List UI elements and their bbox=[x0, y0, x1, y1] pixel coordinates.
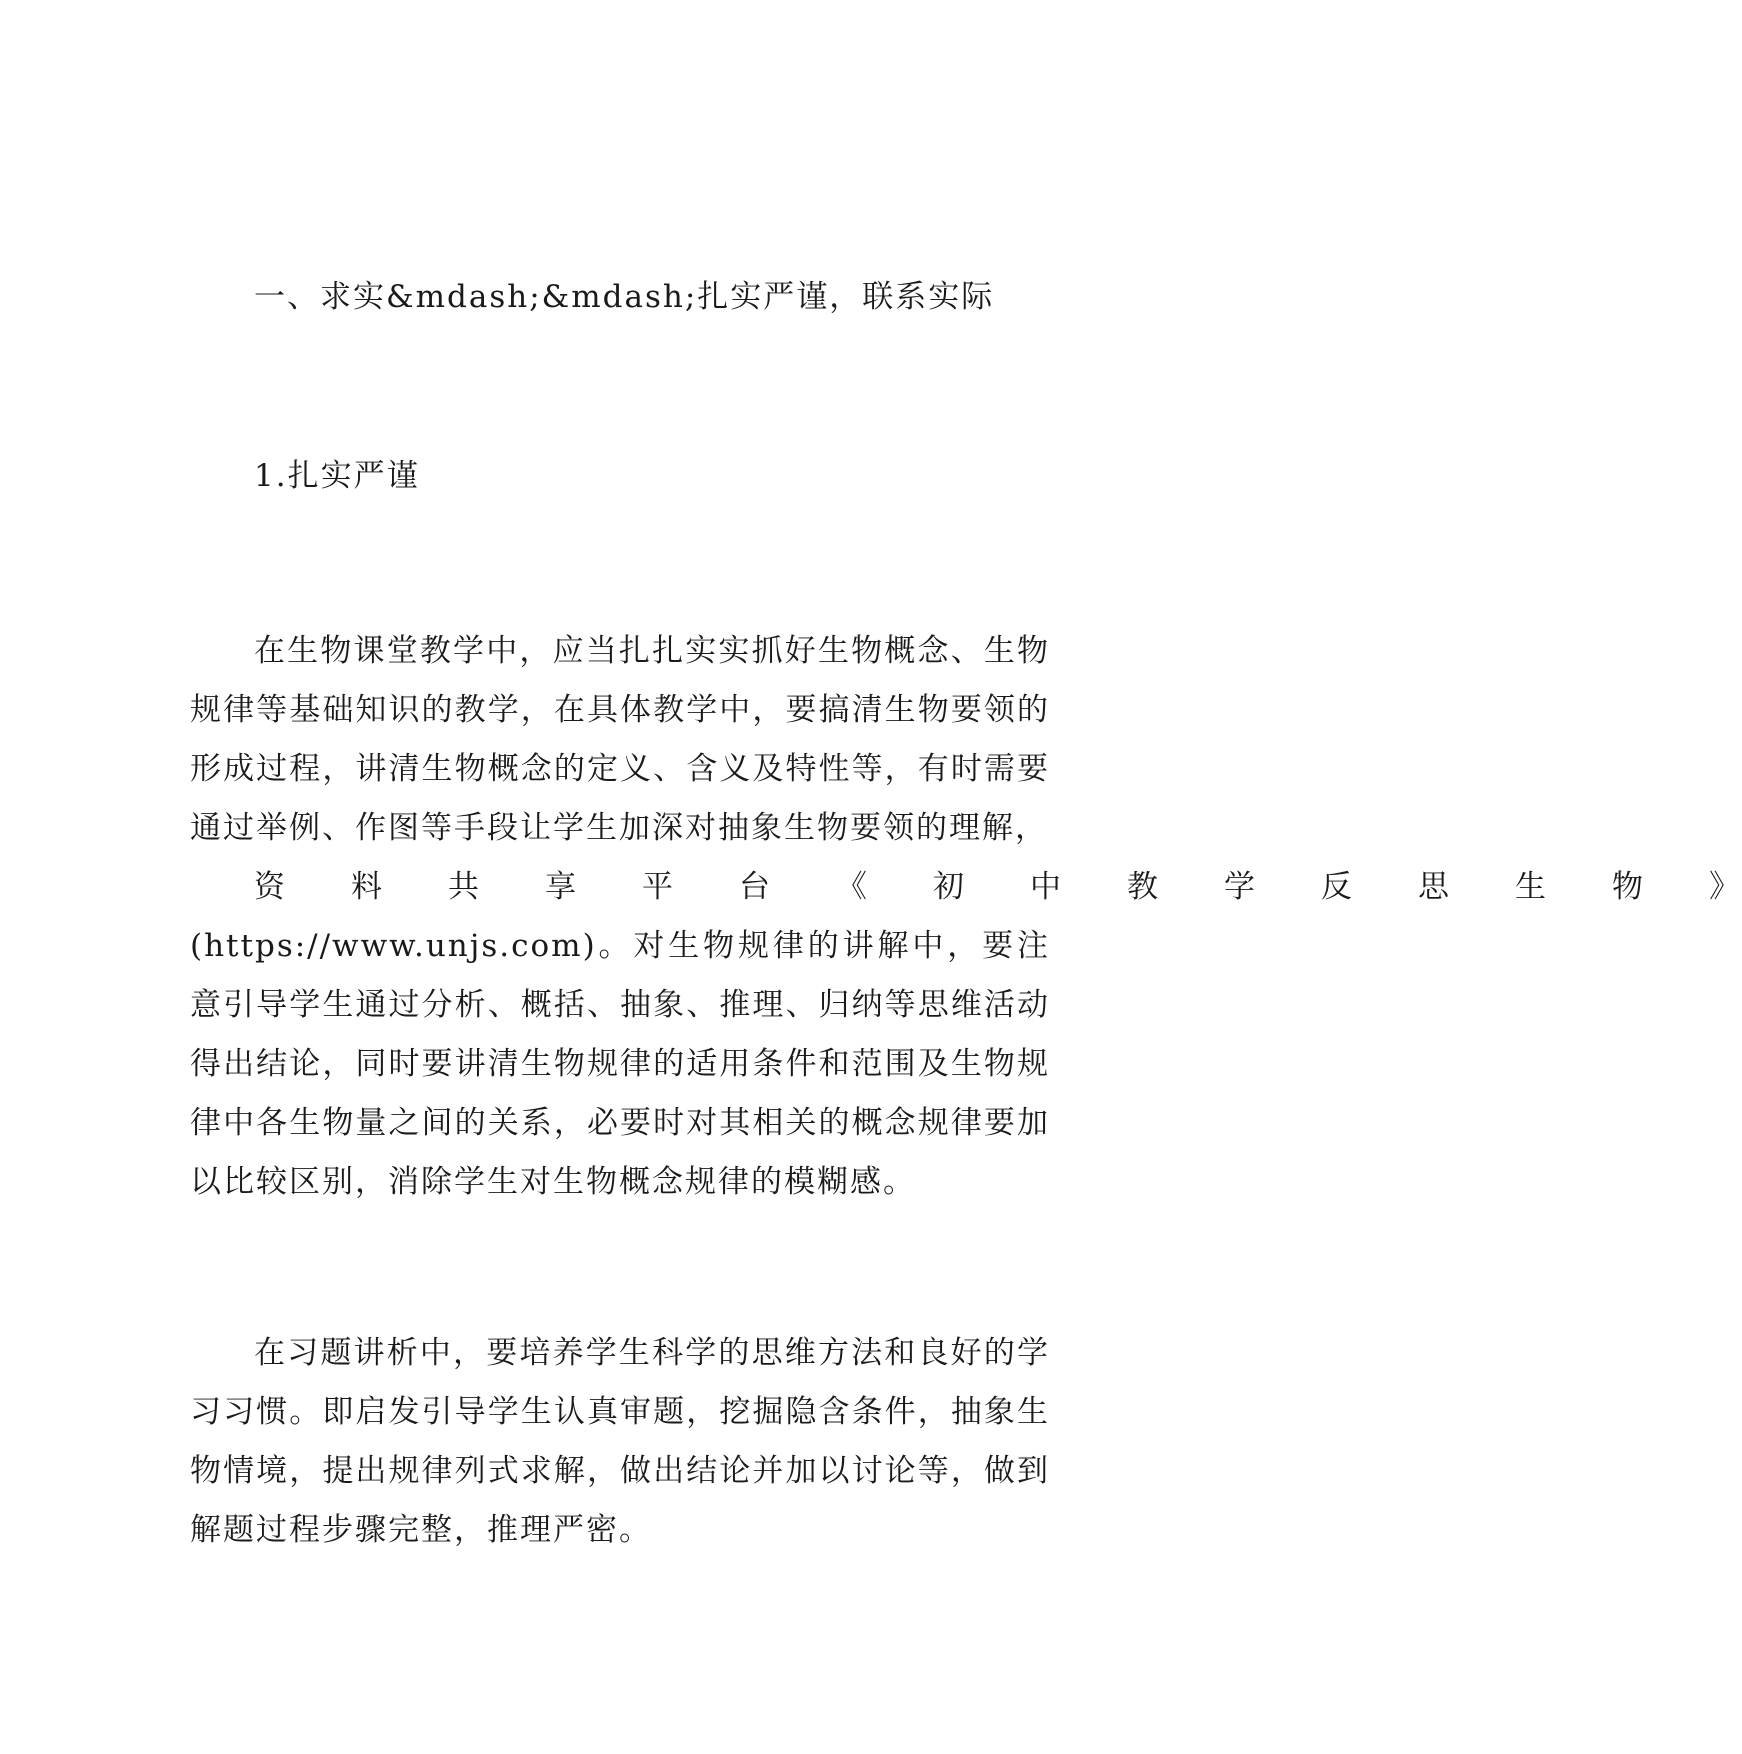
distributed-char: 料 bbox=[351, 869, 384, 905]
section-heading: 一、求实&mdash;&mdash;扎实严谨，联系实际 bbox=[254, 279, 995, 315]
distributed-char: 资 bbox=[254, 869, 287, 905]
distributed-char: 教 bbox=[1127, 869, 1160, 905]
distributed-char: 反 bbox=[1321, 869, 1354, 905]
distributed-char: 共 bbox=[448, 869, 481, 905]
paragraph-1-part-1: 在生物课堂教学中，应当扎扎实实抓好生物概念、生物规律等基础知识的教学，在具体教学中，要搞清生物要领的形成过程，讲清生物概念的定义、含义及特性等，有时需要通过举例、作图等手段让学生加深对抽象生物要领的理解， bbox=[190, 633, 1050, 846]
body-paragraph-1 bbox=[190, 622, 1742, 1212]
distributed-char: 《 bbox=[836, 869, 869, 905]
distributed-char: 初 bbox=[933, 869, 966, 905]
distributed-char: 学 bbox=[1224, 869, 1257, 905]
body-paragraph-2: 在习题讲析中，要培养学生科学的思维方法和良好的学习习惯。即启发引导学生认真审题，挖掘隐含条件，抽象生物情境，提出规律列式求解，做出结论并加以讨论等，做到解题过程步骤完整，推理严密。 bbox=[190, 1335, 1050, 1548]
distributed-char: 生 bbox=[1515, 869, 1548, 905]
distributed-char: 台 bbox=[739, 869, 772, 905]
distributed-char: 中 bbox=[1030, 869, 1063, 905]
distributed-char: 物 bbox=[1612, 869, 1645, 905]
distributed-line bbox=[190, 858, 1742, 917]
distributed-char: 思 bbox=[1418, 869, 1451, 905]
subsection-heading: 1.扎实严谨 bbox=[254, 458, 420, 494]
distributed-char: 平 bbox=[642, 869, 675, 905]
paragraph-1-part-2: (https://www.unjs.com)。对生物规律的讲解中，要注意引导学生通过分析、概括、抽象、推理、归纳等思维活动得出结论，同时要讲清生物规律的适用条件和范围及生物规律中各生物量之间的关系，必要时对其相关的概念规律要加以比较区别，消除学生对生物概念规律的模糊感。 bbox=[190, 928, 1050, 1200]
distributed-char: 》 bbox=[1709, 869, 1742, 905]
distributed-char: 享 bbox=[545, 869, 578, 905]
